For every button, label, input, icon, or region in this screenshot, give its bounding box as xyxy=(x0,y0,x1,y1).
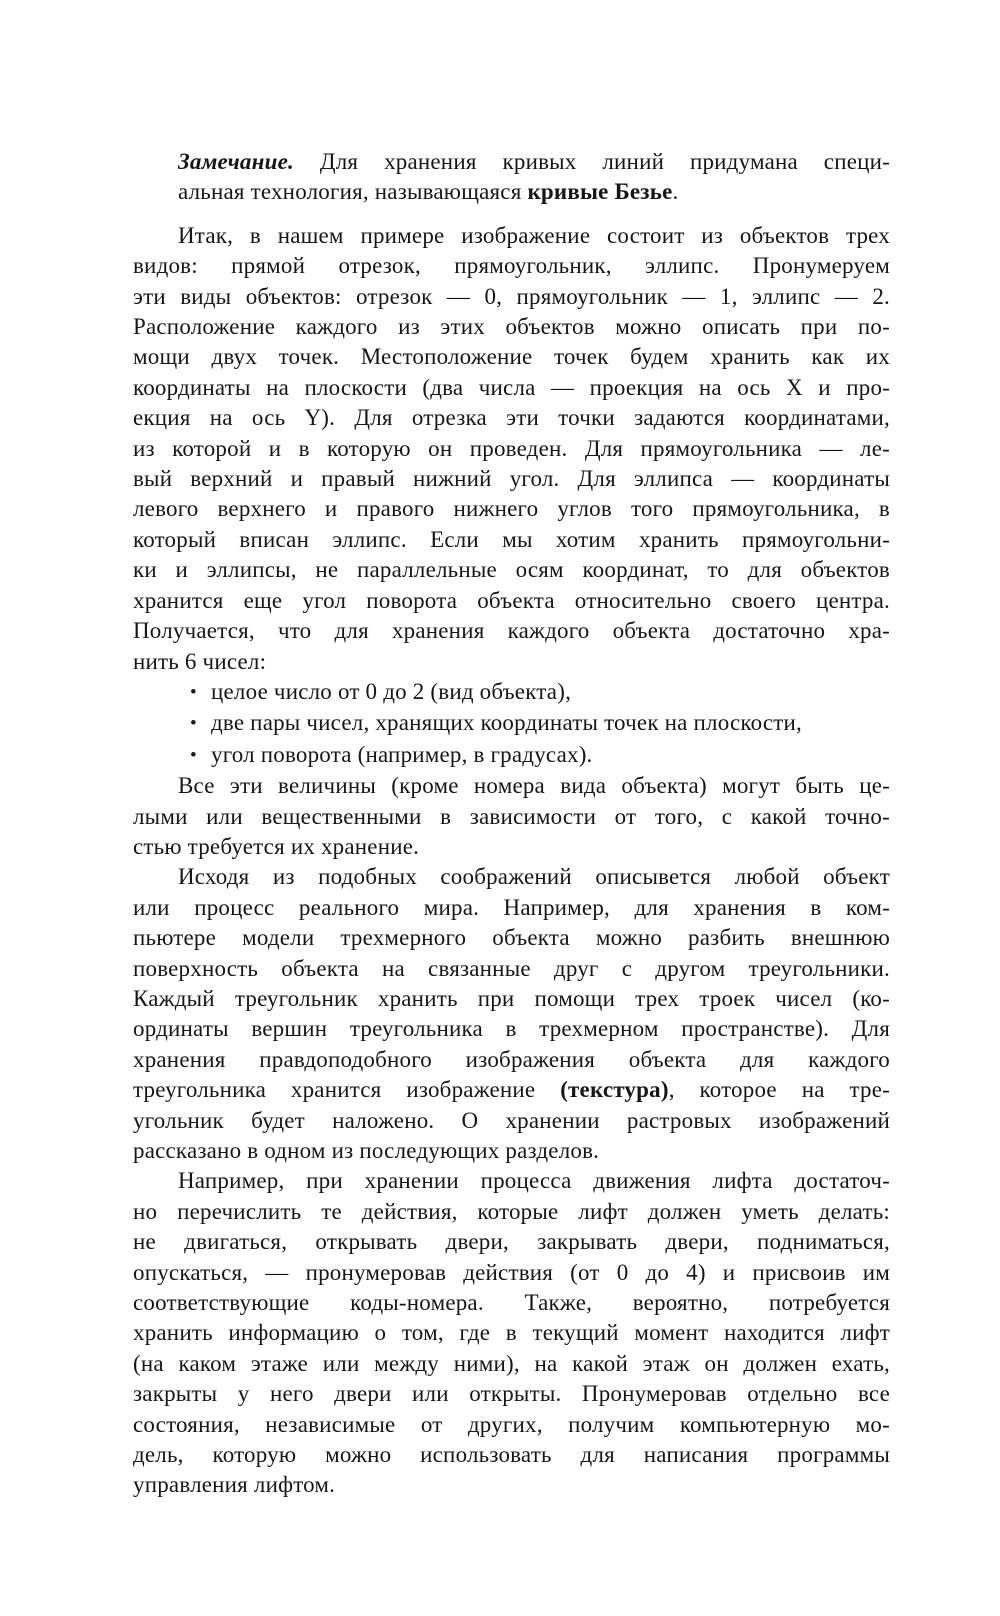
text-line: координаты на плоскости (два числа — проекция на ось X и про- xyxy=(133,374,890,400)
note-label: Замечание. xyxy=(178,149,294,174)
text-line: или процесс реального мира. Например, для хранения в ком- xyxy=(133,894,890,920)
text-line: пьютере модели трехмерного объекта можно разбить внешнюю xyxy=(133,925,890,951)
text-line: который вписан эллипс. Если мы хотим хранить прямоугольни- xyxy=(133,526,890,552)
text-line: лыми или вещественными в зависимости от того, с какой точно- xyxy=(133,803,890,829)
text-block xyxy=(133,147,890,1501)
bold-term: кривые Безье xyxy=(527,179,673,205)
text-line: Замечание. Для хранения кривых линий придумана специ- xyxy=(178,149,890,174)
text-line: опускаться, — пронумеровав действия (от 0 до 4) и присвоив им xyxy=(133,1259,890,1285)
bullet-text: целое число от 0 до 2 (вид объекта), xyxy=(211,678,572,704)
text-line: Расположение каждого из этих объектов можно описать при по- xyxy=(133,314,890,340)
bullet-icon: • xyxy=(190,681,197,703)
text-line: Исходя из подобных соображений описывется любой объект xyxy=(178,864,890,890)
paragraph xyxy=(133,221,890,677)
text-line: Например, при хранении процесса движения лифта достаточ- xyxy=(178,1168,890,1194)
text-line: хранения правдоподобного изображения объекта для каждого xyxy=(133,1046,890,1072)
text-line: Получается, что для хранения каждого объекта достаточно хра- xyxy=(133,618,890,644)
text-line: Каждый треугольник хранить при помощи трех троек чисел (ко- xyxy=(133,985,890,1011)
text-line: эти виды объектов: отрезок — 0, прямоугольник — 1, эллипс — 2. xyxy=(133,283,890,309)
text-line: ки и эллипсы, не параллельные осям координат, то для объектов xyxy=(133,557,890,583)
text-line: поверхность объекта на связанные друг с другом треугольники. xyxy=(133,955,890,981)
text-line: треугольника хранится изображение (текстура), которое на тре- xyxy=(133,1077,890,1103)
text-line: дель, которую можно использовать для написания программы xyxy=(133,1442,890,1468)
text-line: из которой и в которую он проведен. Для прямоугольника — ле- xyxy=(133,435,890,461)
text-line: Все эти величины (кроме номера вида объекта) могут быть це- xyxy=(178,773,890,799)
paragraph xyxy=(133,862,890,1166)
text-line: рассказано в одном из последующих разделов. xyxy=(133,1138,600,1163)
paragraph xyxy=(133,1166,890,1500)
text-line: соответствующие коды-номера. Также, вероятно, потребуется xyxy=(133,1290,890,1316)
text-line: управления лифтом. xyxy=(133,1472,336,1498)
text-line: не двигаться, открывать двери, закрывать двери, подниматься, xyxy=(133,1229,890,1255)
text-line: мощи двух точек. Местоположение точек будем хранить как их xyxy=(133,344,890,370)
bullet-text: две пары чисел, хранящих координаты точек на плоскости, xyxy=(211,710,802,736)
text-line: видов: прямой отрезок, прямоугольник, эллипс. Пронумеруем xyxy=(133,253,890,279)
text-line: екция на ось Y). Для отрезка эти точки задаются координатами, xyxy=(133,405,890,431)
text-line: состояния, независимые от других, получим компьютерную мо- xyxy=(133,1411,890,1437)
bullet-item xyxy=(133,677,890,708)
text-line: но перечислить те действия, которые лифт должен уметь делать: xyxy=(133,1198,890,1224)
text-line: хранить информацию о том, где в текущий момент находится лифт xyxy=(133,1320,890,1346)
text-line: (на каком этаже или между ними), на какой этаж он должен ехать, xyxy=(133,1350,890,1376)
text-line: нить 6 чисел: xyxy=(133,648,267,674)
text-line: ординаты вершин треугольника в трехмерном пространстве). Для xyxy=(133,1016,890,1042)
bullet-list xyxy=(133,677,890,771)
text-line: угольник будет наложено. О хранении растровых изображений xyxy=(133,1107,890,1133)
text-line: стью требуется их хранение. xyxy=(133,833,420,859)
text-line: закрыты у него двери или открыты. Пронумеровав отдельно все xyxy=(133,1381,890,1407)
bullet-icon: • xyxy=(190,713,197,735)
text-line: альная технология, называющаяся кривые Безье. xyxy=(178,179,679,205)
bullet-text: угол поворота (например, в градусах). xyxy=(211,741,593,767)
text-line: левого верхнего и правого нижнего углов того прямоугольника, в xyxy=(133,496,890,522)
note-paragraph xyxy=(178,147,890,208)
bullet-item xyxy=(133,708,890,739)
paragraph xyxy=(133,771,890,862)
text-line: Итак, в нашем примере изображение состоит из объектов трех xyxy=(178,222,890,248)
bullet-icon: • xyxy=(190,744,197,766)
bold-term: (текстура) xyxy=(560,1077,669,1103)
bullet-item xyxy=(133,740,890,771)
text-line: вый верхний и правый нижний угол. Для эллипса — координаты xyxy=(133,466,890,492)
text-line: хранится еще угол поворота объекта относительно своего центра. xyxy=(133,587,890,613)
